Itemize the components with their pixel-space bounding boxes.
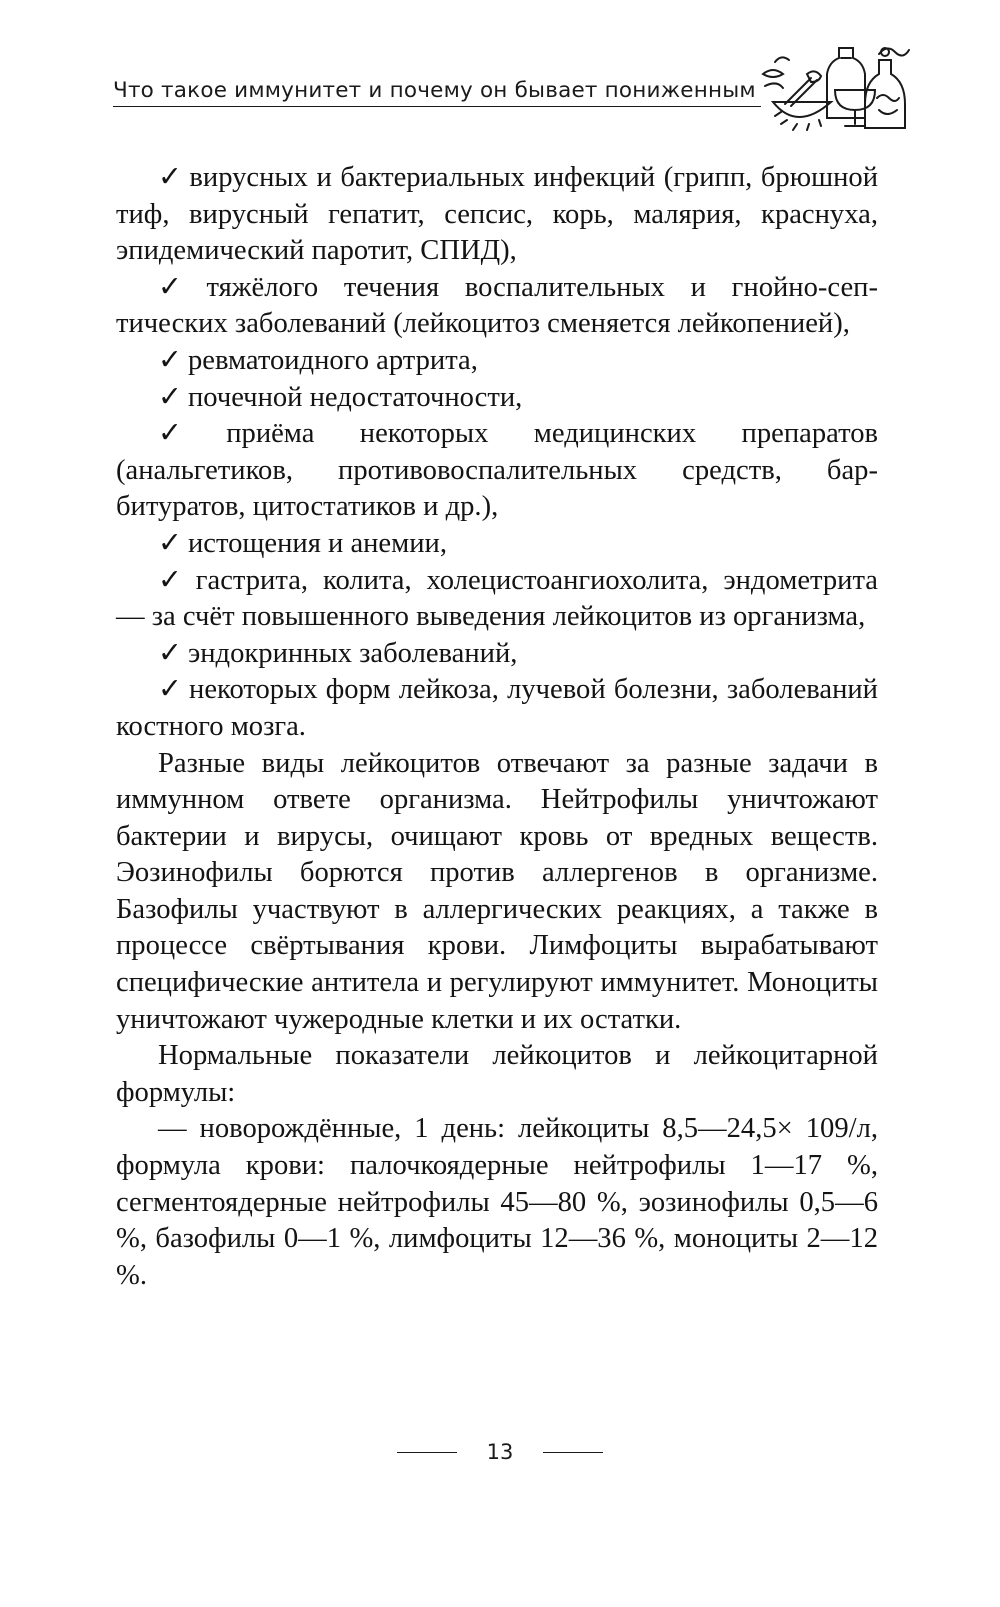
checklist-item	[116, 270, 878, 343]
paragraph-leukocyte-roles: Разные виды лейкоцитов отвечают за разные задачи в иммунном ответе организма. Нейтрофилы уничтожают бактерии и вирусы, очищают кровь от вредных веществ. Эозинофилы борются против аллергенов в организме. Базофилы участвуют в аллергических реакциях, а также в процессе свёртывания крови. Лимфоциты вырабатывают специфические антитела и регулируют иммунитет. Моноциты уничтожают чужеродные клетки и их остатки.	[116, 747, 878, 1035]
checkmark-icon: ✓	[158, 381, 182, 413]
checklist-item	[116, 343, 878, 380]
checklist-item-text: почечной недостаточности,	[187, 381, 523, 413]
checkmark-icon: ✓	[158, 637, 182, 669]
running-header-title: Что такое иммунитет и почему он бывает пониженным	[113, 78, 756, 103]
page-footer	[0, 1440, 1000, 1464]
checkmark-icon: ✓	[158, 271, 201, 303]
checkmark-icon: ✓	[158, 674, 184, 706]
checklist-item	[116, 526, 878, 563]
footer-rule-right	[543, 1452, 603, 1453]
pharmacy-mortar-bottles-icon	[761, 40, 913, 140]
checklist-item-text: вирусных и бактериальных инфекций (грипп, брюшной тиф, вирусный гепатит, сепсис, корь, малярия, краснуха, эпидемический паротит, СПИД),	[116, 162, 878, 267]
page-number: 13	[486, 1440, 514, 1464]
checklist-item	[116, 672, 878, 745]
footer-rule-left	[397, 1452, 457, 1453]
checklist-item-text: некоторых форм лейкоза, лучевой болезни, заболеваний костного мозга.	[116, 674, 878, 742]
checkmark-icon: ✓	[158, 564, 190, 596]
checklist-item	[116, 380, 878, 417]
paragraph-newborns: — новорождённые, 1 день: лейкоциты 8,5—24,5× 109/л, формула крови: палочкоядерные нейтрофилы 1—17 %, сегментоядерные нейтрофилы 45—80 %, эозинофилы 0,5—6 %, базофилы 0—1 %, лимфоциты 12—36 %, моноциты 2—12 %.	[116, 1113, 878, 1291]
checklist-item-text: ревматоидного артрита,	[187, 344, 478, 376]
checklist-item	[116, 563, 878, 636]
checklist-item	[116, 416, 878, 526]
checklist-item-text: истощения и анемии,	[187, 527, 447, 559]
checkmark-icon: ✓	[158, 162, 184, 193]
checkmark-icon: ✓	[158, 344, 182, 376]
running-header	[113, 40, 913, 140]
page-body	[116, 160, 878, 1294]
checklist-item-text: гастрита, колита, холецистоангиохолита, эндометрита — за счёт повышенного выведения лейкоцитов из организма,	[116, 564, 878, 633]
paragraph-normal-values-intro: Нормальные показатели лейкоцитов и лейкоцитарной формулы:	[116, 1040, 878, 1108]
checklist-item-text: тяжёлого течения воспалительных и гнойно-септических заболеваний (лейкоцитоз сменяется лейкопенией),	[116, 271, 878, 340]
checkmark-icon: ✓	[158, 418, 221, 450]
header-rule	[113, 106, 761, 107]
checklist-item-text: эндокринных заболеваний,	[187, 637, 518, 669]
checkmark-icon: ✓	[158, 527, 182, 559]
checklist-item	[116, 160, 878, 270]
checklist-item	[116, 636, 878, 673]
checklist-item-text: приёма некоторых медицинских препаратов (анальгетиков, противовоспалительных средств, барбитуратов, цитостатиков и др.),	[116, 418, 878, 523]
